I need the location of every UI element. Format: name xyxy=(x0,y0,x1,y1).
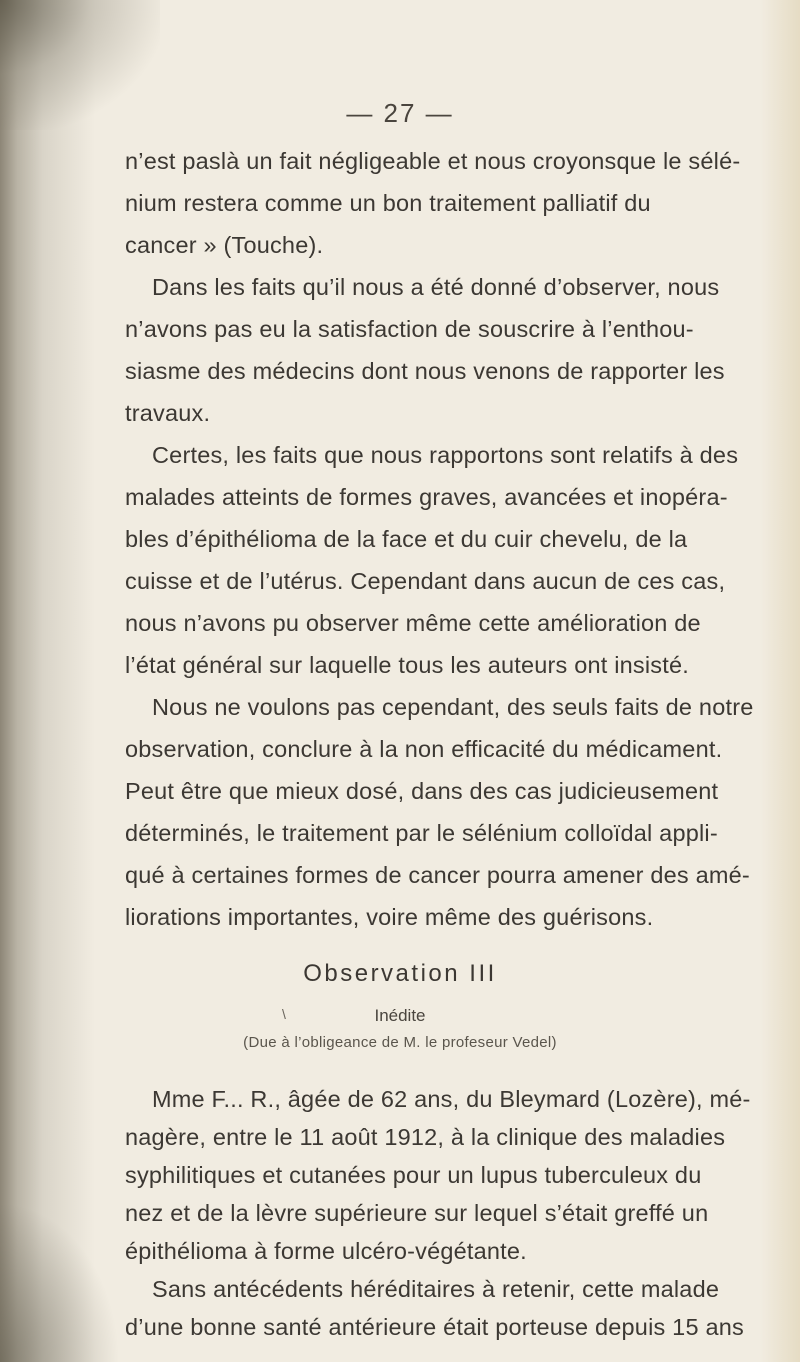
text-line: siasme des médecins dont nous venons de rapporter les xyxy=(125,358,725,384)
page-corner-shadow-bottom xyxy=(0,1202,120,1362)
page-edge-tint xyxy=(760,0,800,1362)
text-line: observation, conclure à la non efficacité du médicament. xyxy=(125,736,723,762)
text-line: n’avons pas eu la satisfaction de souscrire à l’enthou- xyxy=(125,316,694,342)
observation-note: (Due à l’obligeance de M. le profeseur Vedel) xyxy=(243,1034,557,1051)
text-line: Nous ne voulons pas cependant, des seuls faits de notre xyxy=(152,694,754,720)
observation-heading: Observation III xyxy=(303,960,497,987)
text-line: Certes, les faits que nous rapportons sont relatifs à des xyxy=(152,442,739,468)
text-line: déterminés, le traitement par le sélénium colloïdal appli- xyxy=(125,820,718,846)
text-line: malades atteints de formes graves, avancées et inopéra- xyxy=(125,484,728,510)
text-line: nagère, entre le 11 août 1912, à la clinique des maladies xyxy=(125,1124,726,1150)
text-line: nium restera comme un bon traitement palliatif du xyxy=(125,190,651,216)
text-line: bles d’épithélioma de la face et du cuir chevelu, de la xyxy=(125,526,688,552)
text-line: n’est paslà un fait négligeable et nous croyonsque le sélé- xyxy=(125,148,741,174)
text-line: nez et de la lèvre supérieure sur lequel s’était greffé un xyxy=(125,1200,709,1226)
text-line: Mme F... R., âgée de 62 ans, du Bleymard (Lozère), mé- xyxy=(152,1086,751,1112)
text-line: syphilitiques et cutanées pour un lupus tuberculeux du xyxy=(125,1162,702,1188)
text-line: nous n’avons pu observer même cette amélioration de xyxy=(125,610,701,636)
text-line: liorations importantes, voire même des guérisons. xyxy=(125,904,654,930)
observation-subheading: Inédite xyxy=(374,1006,426,1025)
stray-mark: \ xyxy=(282,1006,286,1022)
text-line: épithélioma à forme ulcéro-végétante. xyxy=(125,1238,527,1264)
text-line: Dans les faits qu’il nous a été donné d’observer, nous xyxy=(152,274,720,300)
text-line: Peut être que mieux dosé, dans des cas judicieusement xyxy=(125,778,719,804)
text-line: l’état général sur laquelle tous les auteurs ont insisté. xyxy=(125,652,689,678)
text-line: travaux. xyxy=(125,400,211,426)
text-line: qué à certaines formes de cancer pourra amener des amé- xyxy=(125,862,750,888)
text-line: d’une bonne santé antérieure était porteuse depuis 15 ans xyxy=(125,1314,744,1340)
page-edge-shadow xyxy=(0,0,95,1362)
page-number: — 27 — xyxy=(346,98,454,128)
text-line: cuisse et de l’utérus. Cependant dans aucun de ces cas, xyxy=(125,568,726,594)
text-line: Sans antécédents héréditaires à retenir, cette malade xyxy=(152,1276,720,1302)
text-line: cancer » (Touche). xyxy=(125,232,324,258)
